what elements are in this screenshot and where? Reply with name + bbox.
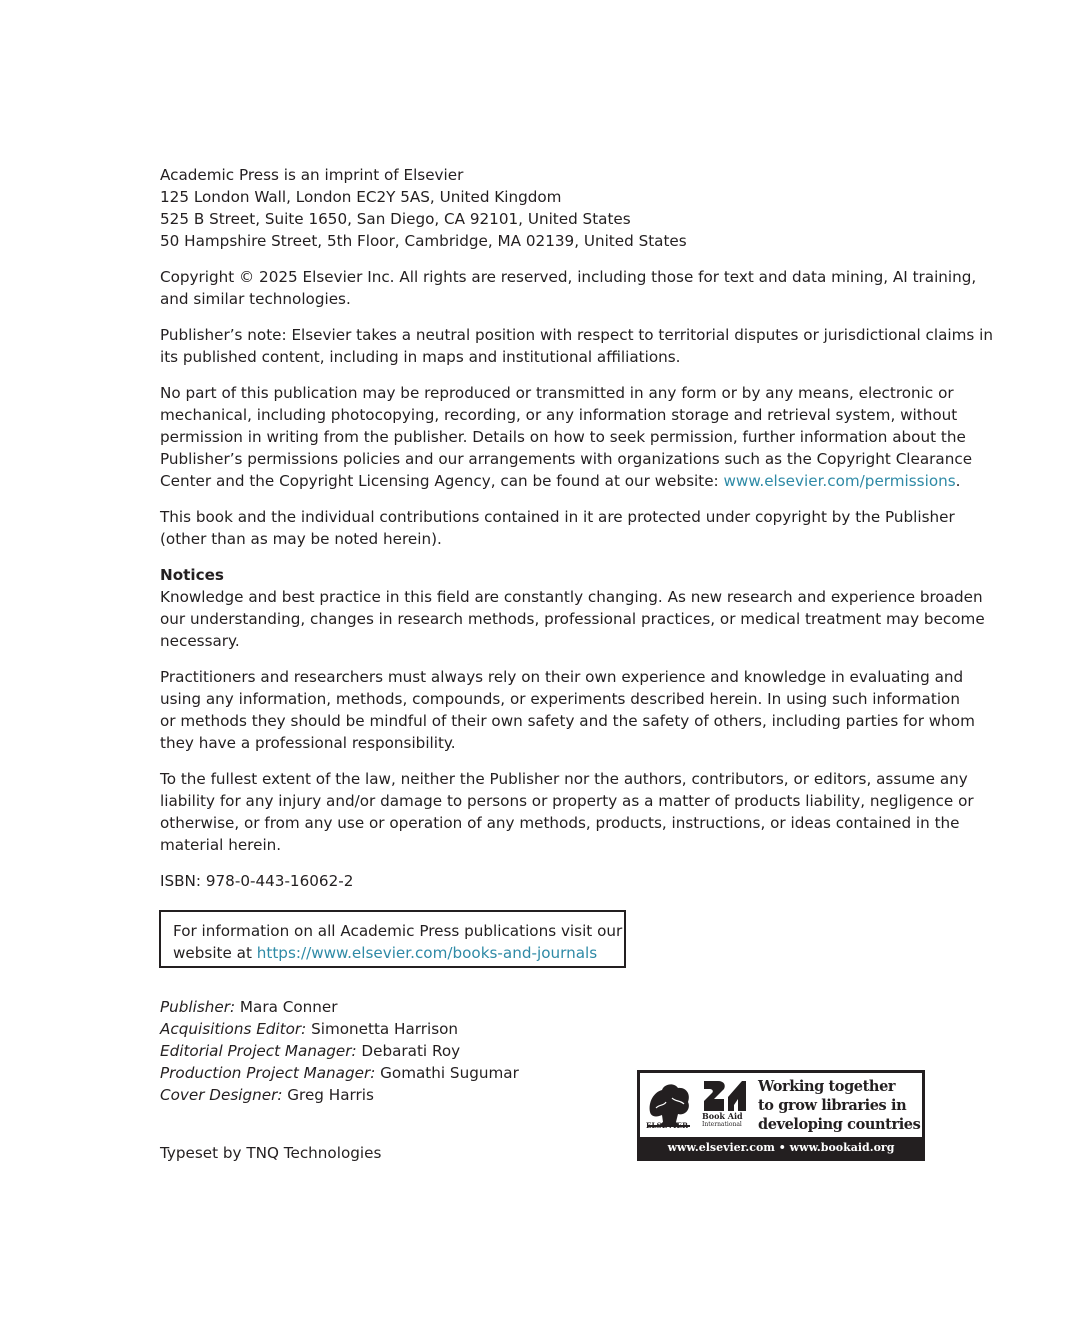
credit-name: Debarati Roy xyxy=(356,1042,461,1060)
credit-publisher xyxy=(160,996,519,1018)
publishers-note-line: Publisher’s note: Elsevier takes a neutral position with respect to territorial disputes or jurisdictional claims in xyxy=(160,326,994,344)
tagline-line: developing countries xyxy=(758,1116,921,1133)
credit-role: Publisher: xyxy=(160,998,236,1016)
book-aid-logo xyxy=(637,1070,925,1161)
notices-line: necessary. xyxy=(160,632,240,650)
info-box-line: For information on all Academic Press publications visit our xyxy=(173,922,623,940)
notices-paragraph-1 xyxy=(160,564,990,652)
credit-cover-designer xyxy=(160,1084,519,1106)
credit-name: Gomathi Sugumar xyxy=(375,1064,519,1082)
protection-line: This book and the individual contributions contained in it are protected under copyright by the Publisher xyxy=(160,508,955,526)
book-aid-subtitle: International xyxy=(702,1121,742,1128)
notices-line: Practitioners and researchers must always rely on their own experience and knowledge in evaluating and xyxy=(160,668,964,686)
address-london: 125 London Wall, London EC2Y 5AS, United Kingdom xyxy=(160,188,562,206)
credit-role: Editorial Project Manager: xyxy=(160,1042,357,1060)
notices-paragraph-2 xyxy=(160,666,990,754)
copyright-page-body xyxy=(160,164,994,906)
isbn: ISBN: 978-0-443-16062-2 xyxy=(160,872,354,890)
publications-info-box xyxy=(159,910,626,968)
notices-line: liability for any injury and/or damage to persons or property as a matter of products liability, negligence or xyxy=(160,792,974,810)
copyright-line: and similar technologies. xyxy=(160,290,351,308)
notices-line: or methods they should be mindful of their own safety and the safety of others, including parties for whom xyxy=(160,712,975,730)
copyright-line: Copyright © 2025 Elsevier Inc. All rights are reserved, including those for text and data mining, AI training, xyxy=(160,268,977,286)
book-aid-logo-panel xyxy=(640,1073,922,1137)
book-aid-tagline xyxy=(758,1077,922,1134)
books-and-journals-link[interactable]: https://www.elsevier.com/books-and-journals xyxy=(256,944,598,962)
elsevier-wordmark: ELSEVIER xyxy=(646,1121,689,1130)
permissions-line: No part of this publication may be reproduced or transmitted in any form or by any means, electronic or xyxy=(160,384,954,402)
credit-name: Greg Harris xyxy=(282,1086,374,1104)
tagline-line: to grow libraries in xyxy=(758,1097,907,1114)
info-box-line xyxy=(173,942,612,964)
book-aid-urls: www.elsevier.com • www.bookaid.org xyxy=(667,1141,895,1154)
permissions-period: . xyxy=(955,472,961,490)
credit-editorial-project-manager xyxy=(160,1040,519,1062)
notices-line: To the fullest extent of the law, neither the Publisher nor the authors, contributors, or editors, assume any xyxy=(160,770,968,788)
credit-acquisitions-editor xyxy=(160,1018,519,1040)
protection-line: (other than as may be noted herein). xyxy=(160,530,442,548)
notices-line: material herein. xyxy=(160,836,282,854)
credit-role: Cover Designer: xyxy=(160,1086,283,1104)
credits-list xyxy=(160,996,519,1106)
permissions-line: mechanical, including photocopying, recording, or any information storage and retrieval system, without xyxy=(160,406,958,424)
permissions-text: Center and the Copyright Licensing Agency, can be found at our website: xyxy=(160,472,724,490)
permissions-link[interactable]: www.elsevier.com/permissions xyxy=(723,472,956,490)
notices-line: our understanding, changes in research methods, professional practices, or medical treatment may become xyxy=(160,610,985,628)
book-aid-international-wordmark xyxy=(702,1112,752,1128)
imprint-line: Academic Press is an imprint of Elsevier xyxy=(160,166,464,184)
notices-line: they have a professional responsibility. xyxy=(160,734,456,752)
address-san-diego: 525 B Street, Suite 1650, San Diego, CA 92101, United States xyxy=(160,210,631,228)
publishers-note-line: its published content, including in maps and institutional affiliations. xyxy=(160,348,681,366)
notices-heading: Notices xyxy=(160,566,224,584)
address-cambridge: 50 Hampshire Street, 5th Floor, Cambridge, MA 02139, United States xyxy=(160,232,687,250)
book-aid-name: Book Aid xyxy=(702,1111,743,1121)
notices-line: using any information, methods, compounds, or experiments described herein. In using such information xyxy=(160,690,960,708)
protection-paragraph xyxy=(160,506,990,550)
imprint-block xyxy=(160,164,990,252)
credit-production-project-manager xyxy=(160,1062,519,1084)
credit-role: Acquisitions Editor: xyxy=(160,1020,307,1038)
copyright-statement xyxy=(160,266,990,310)
permissions-line xyxy=(160,470,990,492)
info-box-text: website at xyxy=(173,944,257,962)
credit-name: Mara Conner xyxy=(235,998,338,1016)
book-aid-international-icon xyxy=(702,1079,748,1113)
typeset-credit: Typeset by TNQ Technologies xyxy=(160,1144,382,1162)
permissions-line: permission in writing from the publisher. Details on how to seek permission, further information about the xyxy=(160,428,966,446)
permissions-line: Publisher’s permissions policies and our arrangements with organizations such as the Copyright Clearance xyxy=(160,450,973,468)
permissions-paragraph xyxy=(160,382,990,492)
notices-paragraph-3 xyxy=(160,768,990,856)
publishers-note xyxy=(160,324,994,368)
credit-role: Production Project Manager: xyxy=(160,1064,376,1082)
tagline-line: Working together xyxy=(758,1078,896,1095)
notices-line: Knowledge and best practice in this field are constantly changing. As new research and experience broaden xyxy=(160,588,983,606)
credit-name: Simonetta Harrison xyxy=(306,1020,459,1038)
notices-line: otherwise, or from any use or operation of any methods, products, instructions, or ideas contained in the xyxy=(160,814,960,832)
